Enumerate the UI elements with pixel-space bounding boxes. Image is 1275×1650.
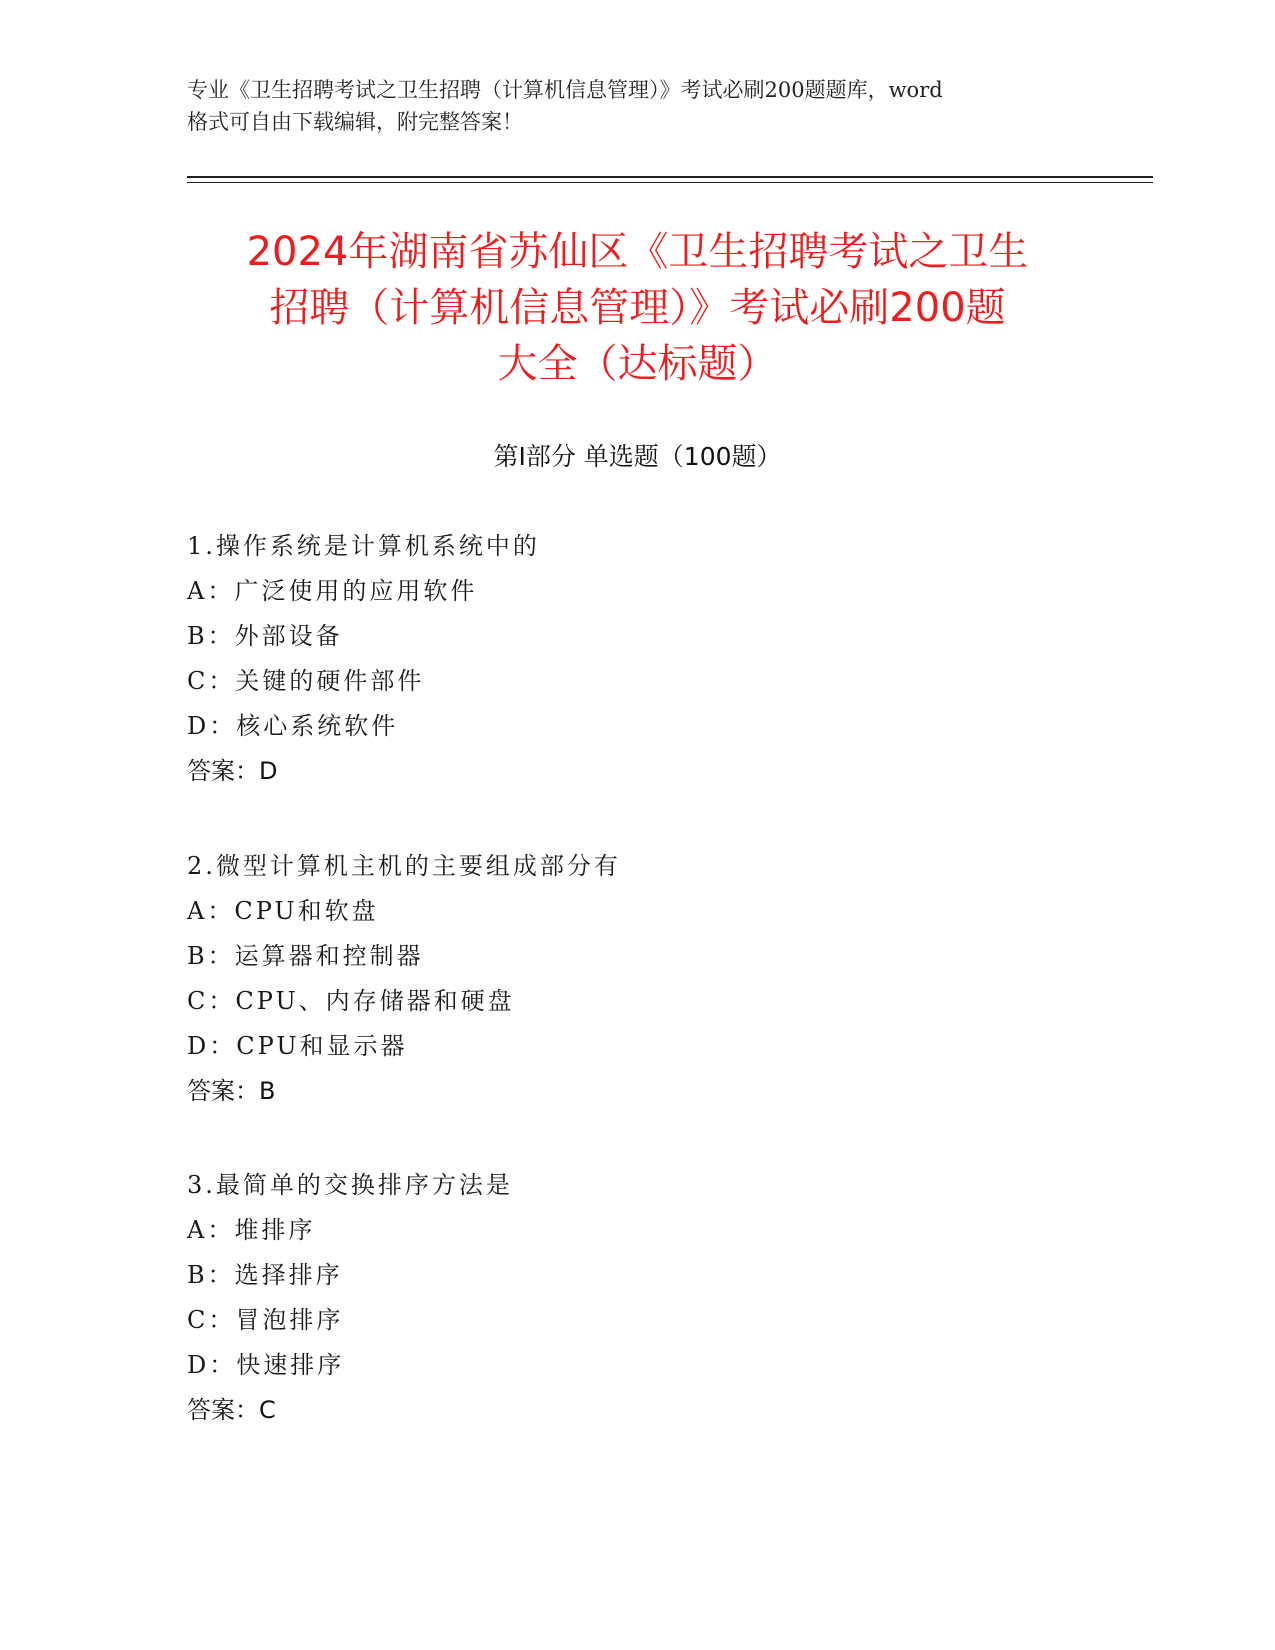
option-b: B：外部设备 <box>187 622 343 650</box>
option-c: C：冒泡排序 <box>187 1306 344 1334</box>
document-title-line-3: 大全（达标题） <box>497 341 778 387</box>
answer-text: 答案：B <box>187 1077 276 1105</box>
header-note <box>187 74 1087 138</box>
document-title-line-2: 招聘（计算机信息管理）》考试必刷200题 <box>269 285 1006 331</box>
option-a: A：CPU和软盘 <box>187 897 379 925</box>
question-stem: 3.最简单的交换排序方法是 <box>187 1171 513 1199</box>
option-a: A：广泛使用的应用软件 <box>187 577 478 605</box>
question-item <box>187 844 1087 1114</box>
option-a: A：堆排序 <box>187 1216 316 1244</box>
question-item <box>187 1163 1087 1433</box>
option-d: D：核心系统软件 <box>187 712 399 740</box>
question-stem: 2.微型计算机主机的主要组成部分有 <box>187 852 621 880</box>
question-stem: 1.操作系统是计算机系统中的 <box>187 532 540 560</box>
option-d: D：CPU和显示器 <box>187 1032 408 1060</box>
option-c: C：CPU、内存储器和硬盘 <box>187 987 515 1015</box>
option-d: D：快速排序 <box>187 1351 345 1379</box>
option-c: C：关键的硬件部件 <box>187 667 425 695</box>
section-heading: 第Ⅰ部分 单选题（100题） <box>493 442 782 471</box>
header-divider-thin <box>187 182 1153 183</box>
question-item <box>187 524 1087 794</box>
document-title <box>140 224 1135 392</box>
header-divider-thick <box>187 176 1153 178</box>
option-b: B：运算器和控制器 <box>187 942 424 970</box>
header-note-line-2: 格式可自由下载编辑，附完整答案！ <box>187 110 523 134</box>
answer-text: 答案：D <box>187 757 278 785</box>
option-b: B：选择排序 <box>187 1261 343 1289</box>
document-title-line-1: 2024年湖南省苏仙区《卫生招聘考试之卫生 <box>246 229 1029 275</box>
header-note-line-1: 专业《卫生招聘考试之卫生招聘（计算机信息管理）》考试必刷200题题库，word <box>187 78 943 102</box>
answer-text: 答案：C <box>187 1396 276 1424</box>
